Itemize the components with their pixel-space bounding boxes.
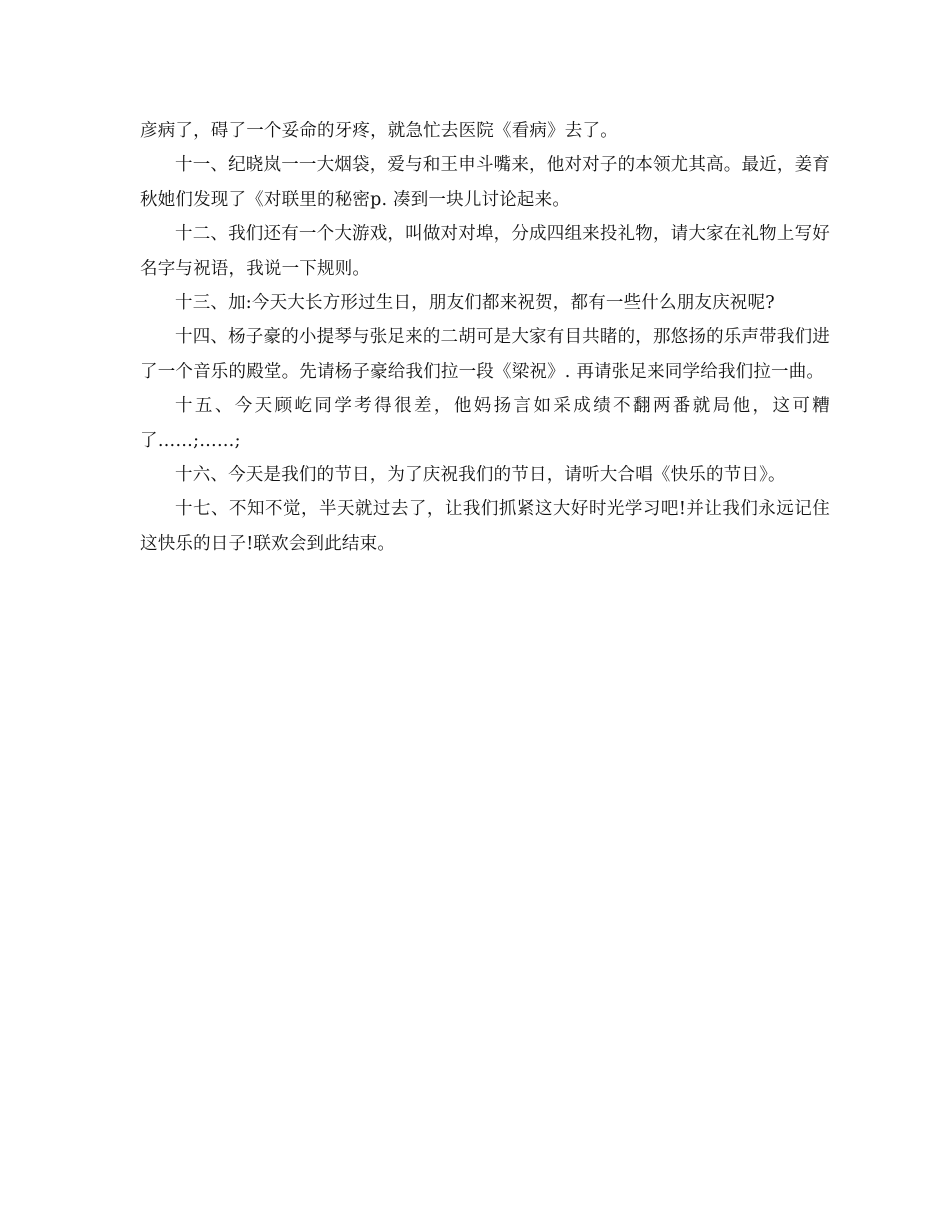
paragraph-8: 十七、不知不觉，半天就过去了，让我们抓紧这大好时光学习吧!并让我们永远记住这快乐的日子!联欢会到此结束。 — [140, 499, 830, 554]
paragraph-4: 十三、加:今天大长方形过生日，朋友们都来祝贺，都有一些什么朋友庆祝呢? — [175, 293, 775, 314]
paragraph-5: 十四、杨子豪的小提琴与张足来的二胡可是大家有目共睹的，那悠扬的乐声带我们进了一个音乐的殿堂。先请杨子豪给我们拉一段《梁祝》. 再请张足来同学给我们拉一曲。 — [140, 327, 830, 382]
paragraph-7: 十六、今天是我们的节日，为了庆祝我们的节日，请听大合唱《快乐的节日》。 — [175, 465, 786, 486]
paragraph-3: 十二、我们还有一个大游戏，叫做对对埠，分成四组来投礼物，请大家在礼物上写好名字与祝语，我说一下规则。 — [140, 224, 830, 279]
document-body — [140, 114, 830, 561]
paragraph-6: 十五、今天顾屹同学考得很差，他妈扬言如采成绩不翻两番就局他，这可糟了……;……; — [140, 396, 830, 451]
paragraph-1: 彦病了，碍了一个妥命的牙疼，就急忙去医院《看病》去了。 — [140, 121, 618, 141]
paragraph-2: 十一、纪晓岚一一大烟袋，爱与和王申斗嘴来，他对对子的本领尤其高。最近，姜育秋她们发现了《对联里的秘密p. 凑到一块儿讨论起来。 — [140, 155, 830, 210]
